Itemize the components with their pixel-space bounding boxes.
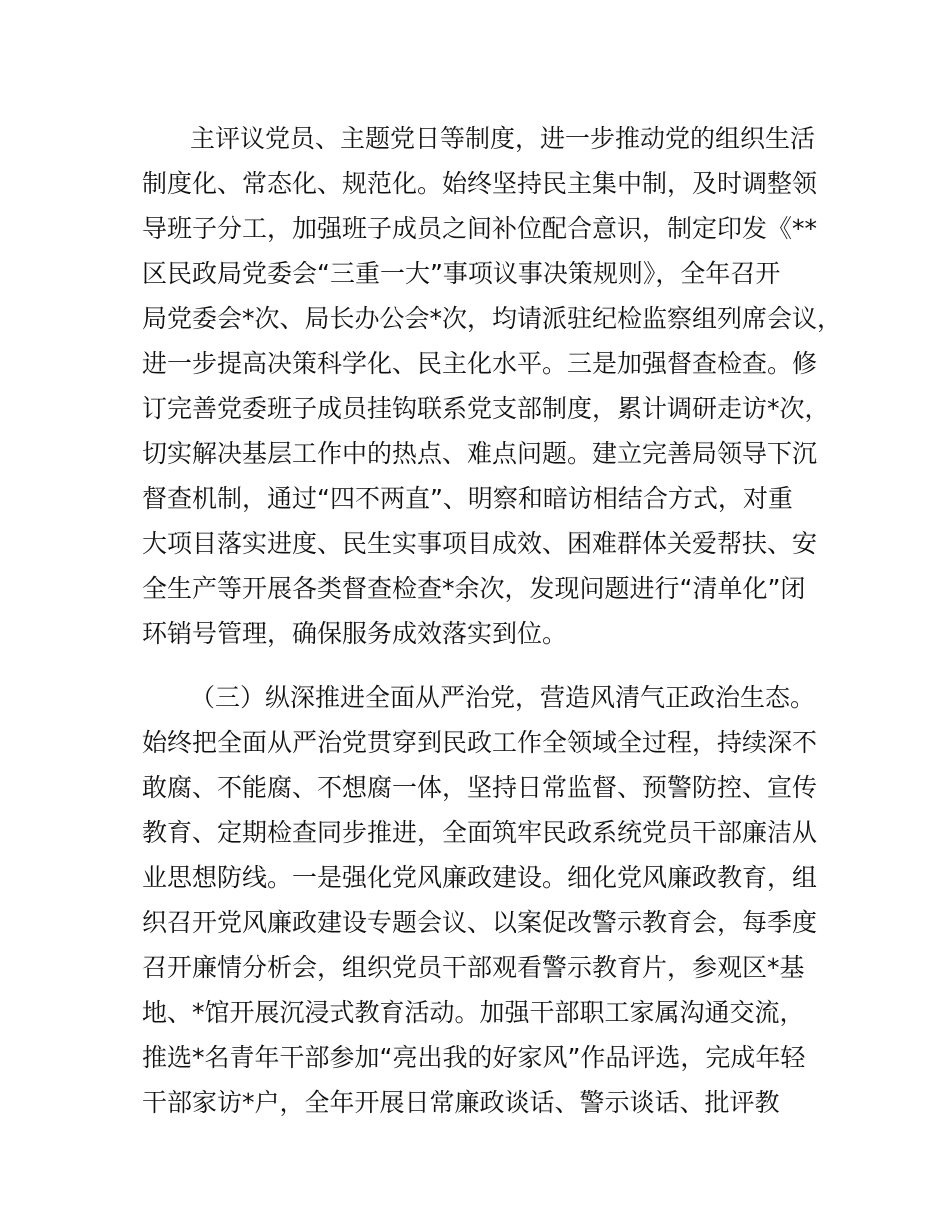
text-line: 教育、定期检查同步推进，全面筑牢民政系统党员干部廉洁从 <box>142 818 818 847</box>
text-line: 业思想防线。一是强化党风廉政建设。细化党风廉政教育，组 <box>142 863 818 892</box>
text-line: 全生产等开展各类督查检查*余次，发现问题进行“清单化”闭 <box>142 574 806 603</box>
text-line: 导班子分工，加强班子成员之间补位配合意识，制定印发《** <box>142 214 818 243</box>
text-line: 进一步提高决策科学化、民主化水平。三是加强督查检查。修 <box>142 349 818 378</box>
text-line: 敢腐、不能腐、不想腐一体，坚持日常监督、预警防控、宣传 <box>142 773 818 802</box>
paragraph-1 <box>142 116 842 656</box>
text-line: 环销号管理，确保服务成效落实到位。 <box>142 619 568 648</box>
text-line: 主评议党员、主题党日等制度，进一步推动党的组织生活 <box>190 124 816 153</box>
text-line: 订完善党委班子成员挂钩联系党支部制度，累计调研走访*次， <box>142 394 830 423</box>
text-line: 督查机制，通过“四不两直”、明察和暗访相结合方式，对重 <box>142 484 793 513</box>
text-line: 干部家访*户，全年开展日常廉政谈话、警示谈话、批评教 <box>142 1088 780 1117</box>
text-line: 召开廉情分析会，组织党员干部观看警示教育片，参观区*基 <box>142 953 805 982</box>
text-line: 地、*馆开展沉浸式教育活动。加强干部职工家属沟通交流， <box>142 998 805 1027</box>
text-line: 推选*名青年干部参加“亮出我的好家风”作品评选，完成年轻 <box>142 1043 806 1072</box>
text-line: 始终把全面从严治党贯穿到民政工作全领域全过程，持续深不 <box>142 728 818 757</box>
text-line: 局党委会*次、局长办公会*次，均请派驻纪检监察组列席会议， <box>142 304 843 333</box>
document-body <box>142 116 842 1125</box>
text-line: 制度化、常态化、规范化。始终坚持民主集中制，及时调整领 <box>142 169 818 198</box>
text-line: 区民政局党委会“三重一大”事项议事决策规则》，全年召开 <box>142 259 781 288</box>
section-heading-line: （三）纵深推进全面从严治党，营造风清气正政治生态。 <box>190 683 816 712</box>
text-line: 切实解决基层工作中的热点、难点问题。建立完善局领导下沉 <box>142 439 818 468</box>
text-line: 织召开党风廉政建设专题会议、以案促改警示教育会，每季度 <box>142 908 818 937</box>
paragraph-2 <box>142 675 842 1125</box>
text-line: 大项目落实进度、民生实事项目成效、困难群体关爱帮扶、安 <box>142 529 818 558</box>
paragraph-spacer <box>142 656 842 675</box>
